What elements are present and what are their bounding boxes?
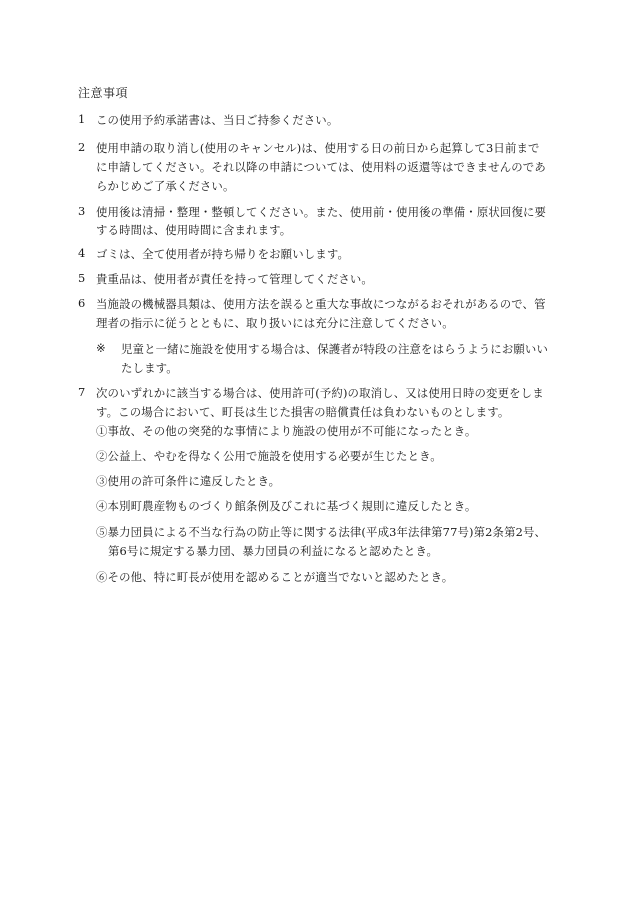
note-mark: ※	[96, 341, 106, 355]
note-line-2: たします。	[121, 361, 178, 375]
item-number-1: 1	[78, 112, 86, 126]
subitem-6: ⑥その他、特に町長が使用を認めることが適当でないと認めたとき。	[96, 570, 454, 584]
item-6-line-2: 理者の指示に従うとともに、取り扱いには充分に注意してください。	[96, 316, 454, 330]
subitem-5-line-2: 第6号に規定する暴力団、暴力団員の利益になると認めたとき。	[108, 544, 439, 558]
item-number-2: 2	[78, 140, 86, 154]
subitem-5-line-1: ⑤暴力団員による不当な行為の防止等に関する法律(平成3年法律第77号)第2条第2号、	[96, 525, 547, 539]
item-3-line-1: 使用後は清掃・整理・整頓してください。また、使用前・使用後の準備・原状回復に要	[96, 205, 547, 219]
item-number-3: 3	[78, 204, 86, 218]
item-4-line-1: ゴミは、全て使用者が持ち帰りをお願いします。	[96, 247, 349, 261]
notes-heading: 注意事項	[78, 86, 129, 100]
subitem-4: ④本別町農産物ものづくり館条例及びこれに基づく規則に違反したとき。	[96, 499, 477, 513]
item-5-line-1: 貴重品は、使用者が責任を持って管理してください。	[96, 272, 373, 286]
item-2-line-1: 使用申請の取り消し(使用のキャンセル)は、使用する日の前日から起算して3日前まで	[96, 141, 540, 155]
subitem-3: ③使用の許可条件に違反したとき。	[96, 474, 281, 488]
subitem-2: ②公益上、やむを得なく公用で施設を使用する必要が生じたとき。	[96, 449, 442, 463]
item-number-5: 5	[78, 271, 86, 285]
item-number-6: 6	[78, 296, 86, 310]
item-number-7: 7	[78, 385, 86, 399]
item-7-line-1: 次のいずれかに該当する場合は、使用許可(予約)の取消し、又は使用日時の変更をしま	[96, 386, 544, 400]
note-line-1: 児童と一緒に施設を使用する場合は、保護者が特段の注意をはらうようにお願いい	[121, 342, 549, 356]
item-7-line-2: す。この場合において、町長は生じた損害の賠償責任は負わないものとします。	[96, 405, 510, 419]
subitem-1: ①事故、その他の突発的な事情により施設の使用が不可能になったとき。	[96, 424, 477, 438]
item-number-4: 4	[78, 246, 86, 260]
item-3-line-2: する時間は、使用時間に含まれます。	[96, 223, 292, 237]
item-2-line-3: らかじめご了承ください。	[96, 179, 235, 193]
item-6-line-1: 当施設の機械器具類は、使用方法を誤ると重大な事故につながるおそれがあるので、管	[96, 297, 546, 311]
item-2-line-2: に申請してください。それ以降の申請については、使用料の返還等はできませんのであ	[96, 160, 546, 174]
item-1-line-1: この使用予約承諾書は、当日ご持参ください。	[96, 113, 339, 127]
